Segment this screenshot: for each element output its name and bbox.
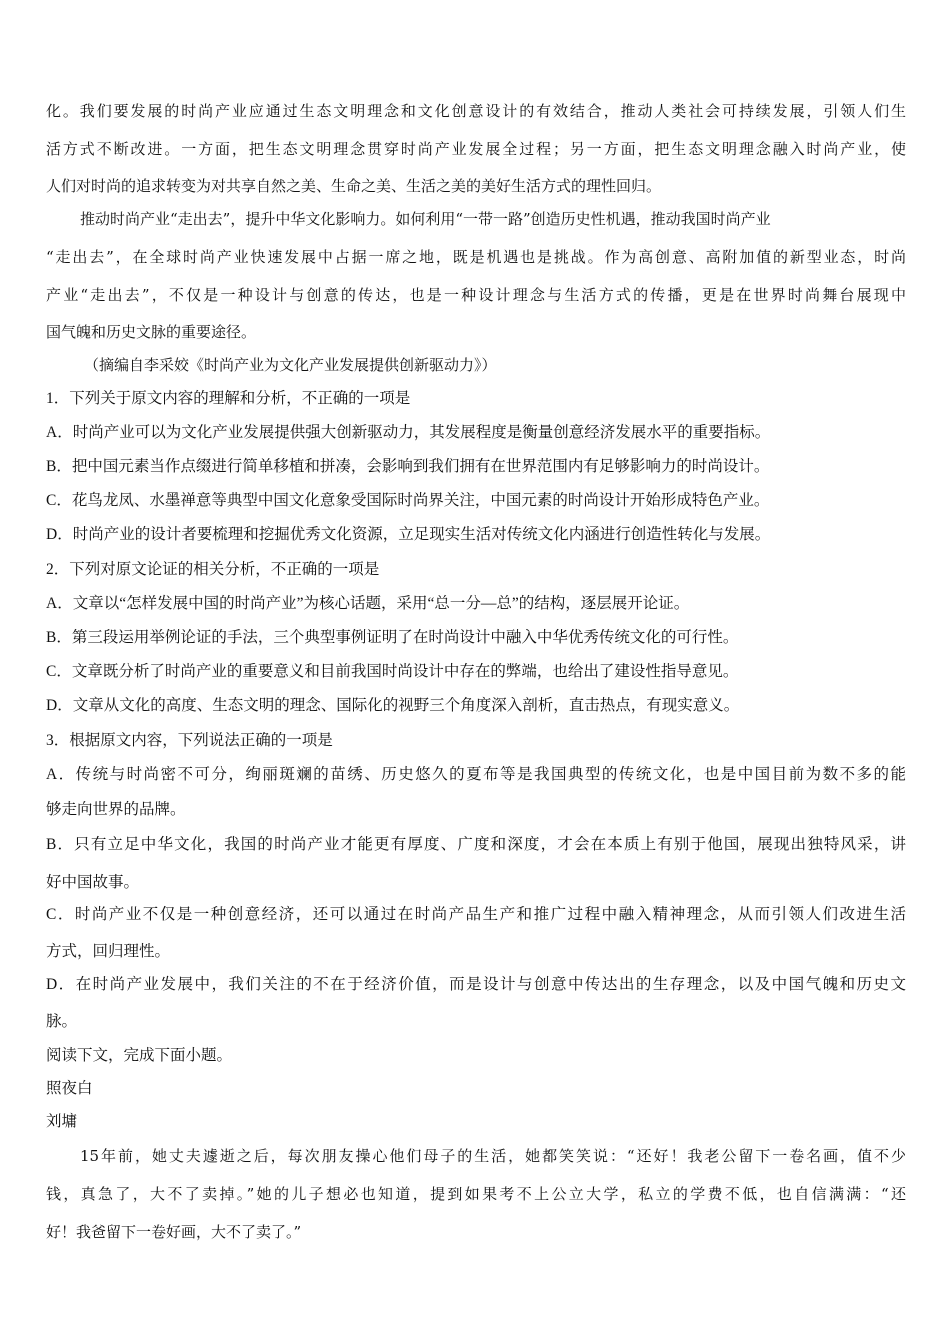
question-stem: 1．下列关于原文内容的理解和分析，不正确的一项是 [46,390,411,407]
option-line: C．文章既分析了时尚产业的重要意义和目前我国时尚设计中存在的弊端，也给出了建设性指导意见。 [46,663,739,680]
reading-instruction: 阅读下文，完成下面小题。 [46,1047,233,1064]
option-line-cont: 脉。 [46,1013,78,1030]
passage-line: 推动时尚产业“走出去”，提升中华文化影响力。如何利用“一带一路”创造历史性机遇，推动我国时尚产业 [80,210,771,228]
option-line: D．在时尚产业发展中，我们关注的不在于经济价值，而是设计与创意中传达出的生存理念，以及中国气魄和历史文 [46,976,906,993]
option-line: A．时尚产业可以为文化产业发展提供强大创新驱动力，其发展程度是衡量创意经济发展水平的重要指标。 [46,424,771,441]
passage-line: 化。我们要发展的时尚产业应通过生态文明理念和文化创意设计的有效结合，推动人类社会可持续发展，引领人们生 [46,102,906,120]
option-line: C．花鸟龙凤、水墨禅意等典型中国文化意象受国际时尚界关注，中国元素的时尚设计开始形成特色产业。 [46,492,770,509]
option-line: B．只有立足中华文化，我国的时尚产业才能更有厚度、广度和深度，才会在本质上有别于他国，展现出独特风采，讲 [46,836,906,853]
option-line: B．第三段运用举例论证的手法，三个典型事例证明了在时尚设计中融入中华优秀传统文化的可行性。 [46,629,739,646]
passage-line: “走出去”，在全球时尚产业快速发展中占据一席之地，既是机遇也是挑战。作为高创意、高附加值的新型业态，时尚 [46,248,906,266]
option-line: C．时尚产业不仅是一种创意经济，还可以通过在时尚产品生产和推广过程中融入精神理念，从而引领人们改进生活 [46,906,906,923]
option-line: A．传统与时尚密不可分，绚丽斑斓的苗绣、历史悠久的夏布等是我国典型的传统文化，也是中国目前为数不多的能 [46,766,906,783]
source-citation: （摘编自李采姣《时尚产业为文化产业发展提供创新驱动力》） [84,356,497,374]
option-line-cont: 好中国故事。 [46,874,140,891]
article-title: 照夜白 [46,1080,93,1097]
question-stem: 2．下列对原文论证的相关分析，不正确的一项是 [46,561,380,578]
passage-line: 活方式不断改进。一方面，把生态文明理念贯穿时尚产业发展全过程；另一方面，把生态文明理念融入时尚产业，使 [46,140,906,158]
passage-line: 人们对时尚的追求转变为对共享自然之美、生命之美、生活之美的美好生活方式的理性回归。 [46,177,662,195]
option-line: D．文章从文化的高度、生态文明的理念、国际化的视野三个角度深入剖析，直击热点，有现实意义。 [46,697,740,714]
option-line: A．文章以“怎样发展中国的时尚产业”为核心话题，采用“总一分—总”的结构，逐层展开论证。 [46,595,690,612]
article-author: 刘墉 [46,1113,78,1130]
passage-line: 产业“走出去”，不仅是一种设计与创意的传达，也是一种设计理念与生活方式的传播，更是在世界时尚舞台展现中 [46,286,906,304]
question-stem: 3．根据原文内容，下列说法正确的一项是 [46,732,333,749]
option-line: B．把中国元素当作点缀进行简单移植和拼凑，会影响到我们拥有在世界范围内有足够影响力的时尚设计。 [46,458,770,475]
option-line: D．时尚产业的设计者要梳理和挖掘优秀文化资源，立足现实生活对传统文化内涵进行创造性转化与发展。 [46,526,771,543]
passage-line: 国气魄和历史文脉的重要途径。 [46,323,257,341]
article-line: 钱，真急了，大不了卖掉。”她的儿子想必也知道，提到如果考不上公立大学，私立的学费不低，也自信满满：“还 [46,1185,906,1203]
article-line: 好！我爸留下一卷好画，大不了卖了。” [46,1223,302,1241]
article-line: 15年前，她丈夫遽逝之后，每次朋友操心他们母子的生活，她都笑笑说：“还好！我老公留下一卷名画，值不少 [80,1147,906,1165]
option-line-cont: 够走向世界的品牌。 [46,801,186,818]
option-line-cont: 方式，回归理性。 [46,943,171,960]
